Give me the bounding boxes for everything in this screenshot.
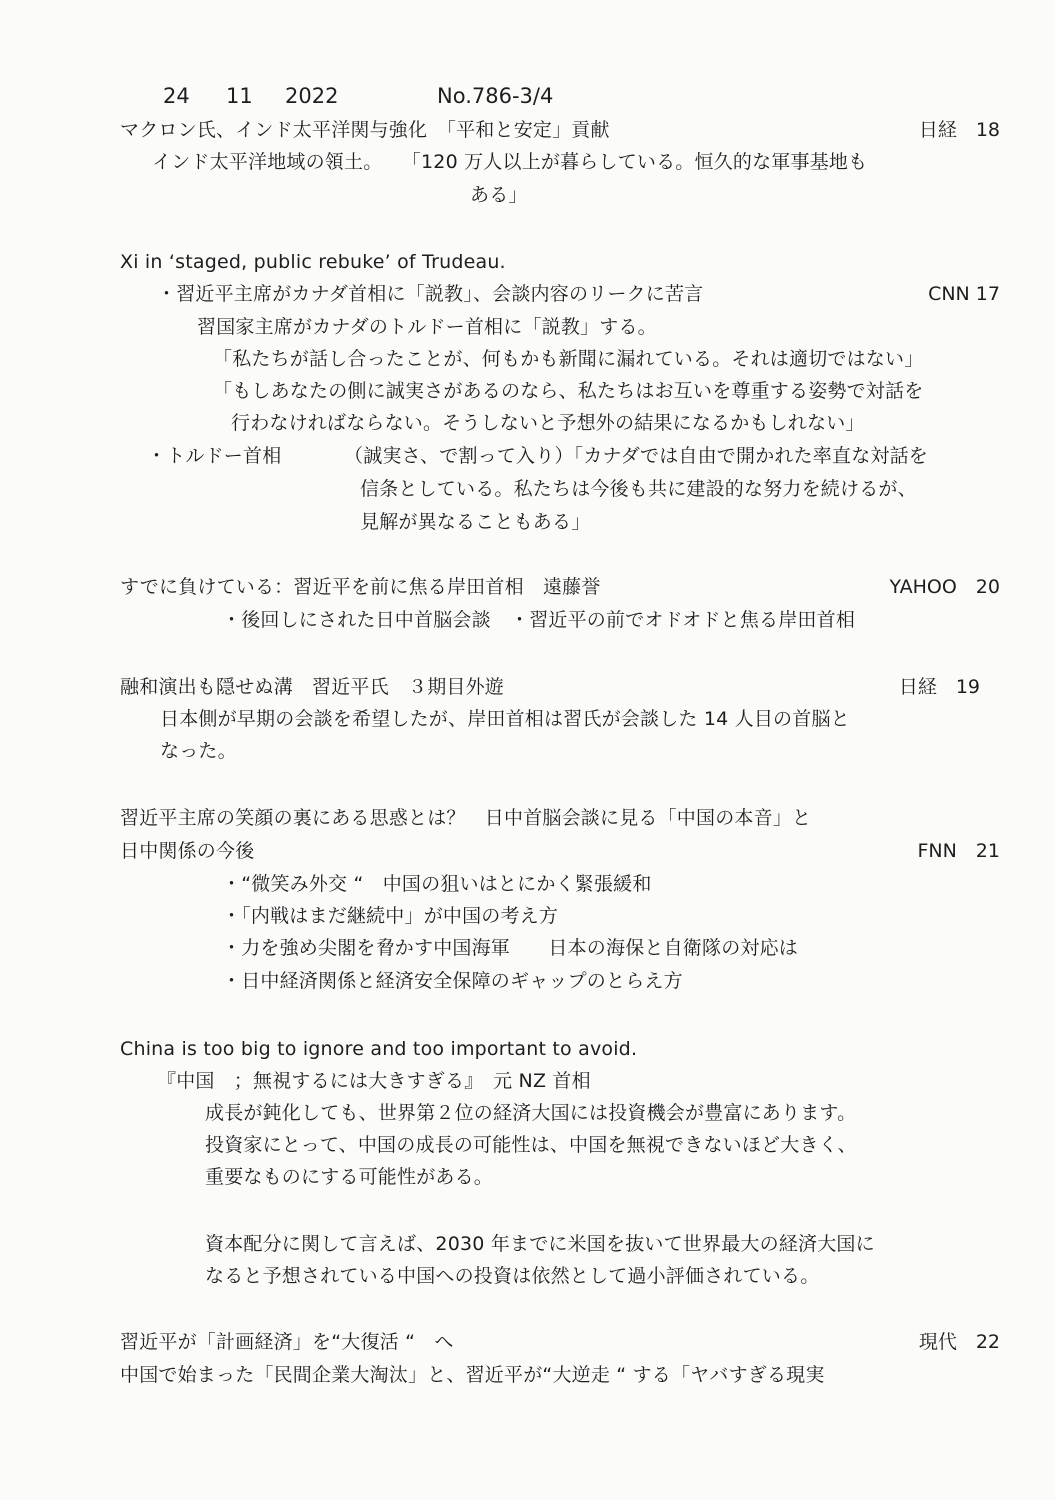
article-title: 習近平が「計画経済」を“大復活 “ へ bbox=[120, 1331, 454, 1353]
article-text: 資本配分に関して言えば、2030 年までに米国を抜いて世界最大の経済大国に bbox=[205, 1233, 875, 1255]
header-year: 2022 bbox=[285, 84, 339, 108]
article-title: 習近平主席の笑顔の裏にある思惑とは？ 日中首脳会談に見る「中国の本音」と bbox=[120, 807, 812, 829]
article-text: 日本側が早期の会談を希望したが、岸田首相は習氏が会談した 14 人目の首脳と bbox=[160, 708, 850, 730]
article-text: 投資家にとって、中国の成長の可能性は、中国を無視できないほど大きく、 bbox=[205, 1134, 857, 1156]
article-title: 日中関係の今後 bbox=[120, 840, 255, 862]
header-day: 24 bbox=[163, 84, 190, 108]
article-title: すでに負けている：習近平を前に焦る岸田首相 遠藤誉 bbox=[120, 576, 601, 598]
article-source: 日経 19 bbox=[898, 676, 980, 698]
article-quote: 「もしあなたの側に誠実さがあるのなら、私たちはお互いを尊重する姿勢で対話を bbox=[213, 380, 924, 402]
article-title: Xi in ‘staged, public rebuke’ of Trudeau. bbox=[120, 251, 506, 273]
article-text: 習国家主席がカナダのトルドー首相に「説教」する。 bbox=[197, 316, 657, 338]
article-quote: （誠実さ、で割って入り）「カナダでは自由で開かれた率直な対話を bbox=[344, 445, 928, 467]
article-title: マクロン氏、インド太平洋関与強化 「平和と安定」貢献 bbox=[120, 119, 610, 141]
article-text: なると予想されている中国への投資は依然として過小評価されている。 bbox=[205, 1265, 820, 1287]
article-text: 重要なものにする可能性がある。 bbox=[205, 1166, 494, 1188]
article-source: CNN 17 bbox=[928, 283, 1000, 305]
article-subtitle: ・習近平主席がカナダ首相に「説教」、会談内容のリークに苦言 bbox=[157, 283, 704, 305]
article-bullet: ・力を強め尖閣を脅かす中国海軍 日本の海保と自衛隊の対応は bbox=[222, 937, 799, 959]
header-month: 11 bbox=[226, 84, 253, 108]
article-bullet-label: ・トルドー首相 bbox=[147, 445, 282, 467]
article-bullet: ・“微笑み外交 “ 中国の狙いはとにかく緊張緩和 bbox=[222, 873, 652, 895]
article-quote: 「私たちが話し合ったことが、何もかも新聞に漏れている。それは適切ではない」 bbox=[213, 348, 924, 370]
article-text: インド太平洋地域の領土。 「120 万人以上が暮らしている。恒久的な軍事基地も bbox=[152, 151, 868, 173]
article-text: ある」 bbox=[470, 184, 528, 206]
article-source: YAHOO 20 bbox=[889, 576, 1000, 598]
article-source: 現代 22 bbox=[918, 1331, 1000, 1353]
article-quote: 信条としている。私たちは今後も共に建設的な努力を続けるが、 bbox=[360, 478, 917, 500]
article-source: 日経 18 bbox=[918, 119, 1000, 141]
article-subtitle: 『中国 ；無視するには大きすぎる』 元 NZ 首相 bbox=[157, 1070, 591, 1092]
article-quote: 行わなければならない。そうしないと予想外の結果になるかもしれない」 bbox=[231, 412, 865, 434]
article-quote: 見解が異なることもある」 bbox=[360, 511, 591, 533]
header-issue-number: No.786-3/4 bbox=[437, 84, 554, 108]
article-bullet: ・後回しにされた日中首脳会談 ・習近平の前でオドオドと焦る岸田首相 bbox=[222, 609, 856, 631]
article-source: FNN 21 bbox=[917, 840, 1000, 862]
article-title: China is too big to ignore and too important to avoid. bbox=[120, 1038, 638, 1060]
article-text: 成長が鈍化しても、世界第２位の経済大国には投資機会が豊富にあります。 bbox=[205, 1102, 857, 1124]
article-text: なった。 bbox=[160, 740, 237, 762]
article-bullet: ・「内戦はまだ継続中」が中国の考え方 bbox=[222, 905, 559, 927]
article-bullet: ・日中経済関係と経済安全保障のギャップのとらえ方 bbox=[222, 970, 683, 992]
article-text: 中国で始まった「民間企業大淘汰」と、習近平が“大逆走 “ する「ヤバすぎる現実 bbox=[120, 1364, 825, 1386]
article-title: 融和演出も隠せぬ溝 習近平氏 ３期目外遊 bbox=[120, 676, 505, 698]
